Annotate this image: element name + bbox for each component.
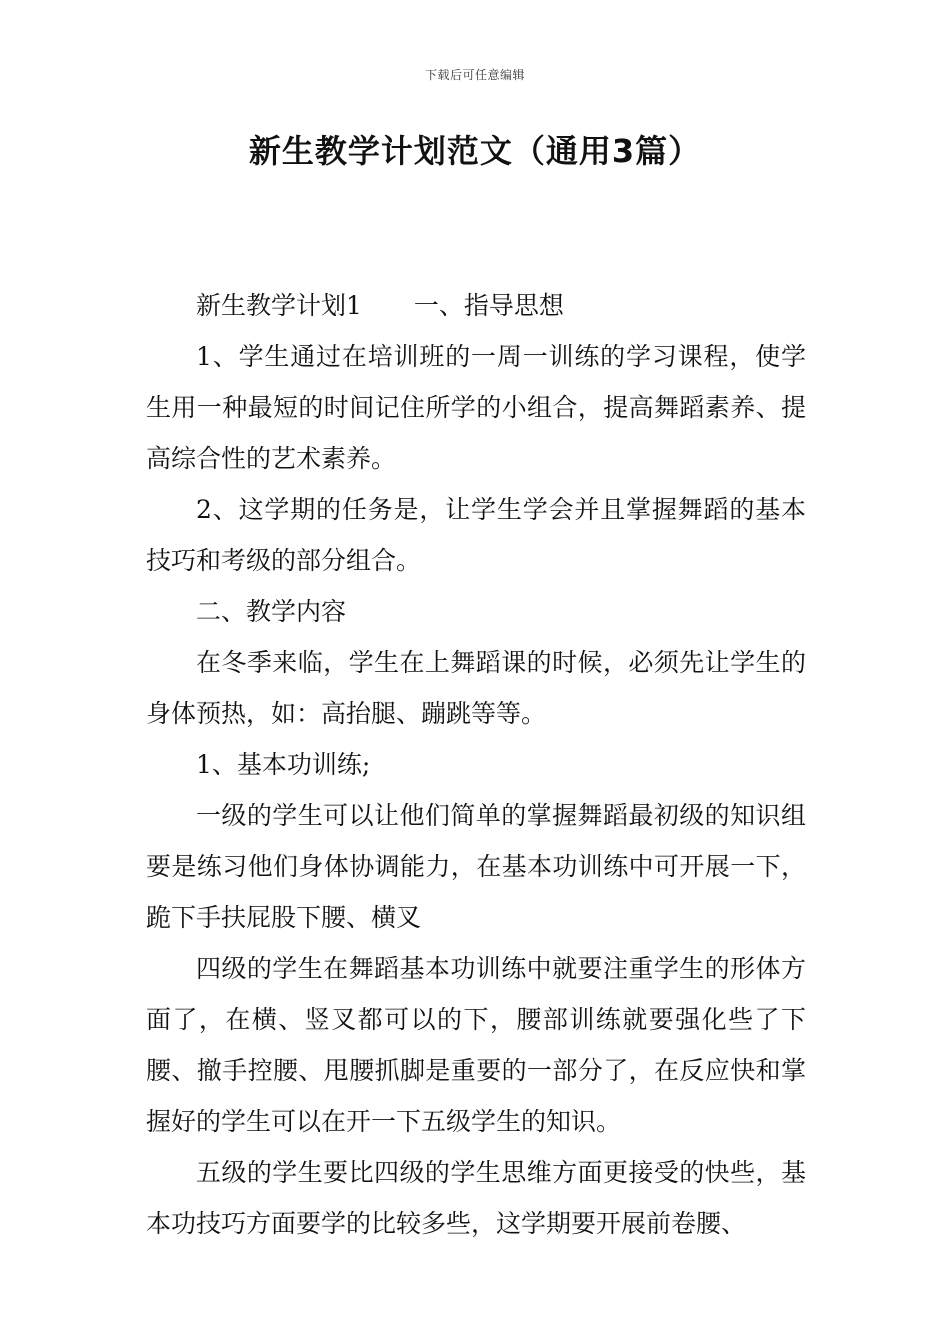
paragraph: 四级的学生在舞蹈基本功训练中就要注重学生的形体方面了，在横、竖叉都可以的下，腰部训练就要强化些了下腰、撤手控腰、甩腰抓脚是重要的一部分了，在反应快和掌握好的学生可以在开一下五级学生的知识。 (146, 954, 806, 1136)
document-title: 新生教学计划范文（通用3篇） (248, 132, 702, 170)
section-label: 新生教学计划1 (196, 291, 362, 320)
paragraph-text: 一、指导思想 (413, 291, 564, 320)
paragraph: 二、教学内容 (196, 597, 347, 626)
document-body (146, 280, 806, 1249)
paragraph: 一级的学生可以让他们简单的掌握舞蹈最初级的知识组要是练习他们身体协调能力，在基本功训练中可开展一下，跪下手扶屁股下腰、横叉 (146, 801, 806, 932)
paragraph: 1、基本功训练; (196, 750, 371, 779)
paragraph: 在冬季来临，学生在上舞蹈课的时候，必须先让学生的身体预热，如：高抬腿、蹦跳等等。 (146, 648, 806, 728)
paragraph (146, 280, 806, 331)
paragraph: 2、这学期的任务是，让学生学会并且掌握舞蹈的基本技巧和考级的部分组合。 (146, 495, 806, 575)
header-note: 下载后可任意编辑 (424, 68, 525, 82)
paragraph: 五级的学生要比四级的学生思维方面更接受的快些，基本功技巧方面要学的比较多些，这学期要开展前卷腰、 (146, 1158, 806, 1238)
paragraph: 1、学生通过在培训班的一周一训练的学习课程，使学生用一种最短的时间记住所学的小组合，提高舞蹈素养、提高综合性的艺术素养。 (146, 342, 806, 473)
